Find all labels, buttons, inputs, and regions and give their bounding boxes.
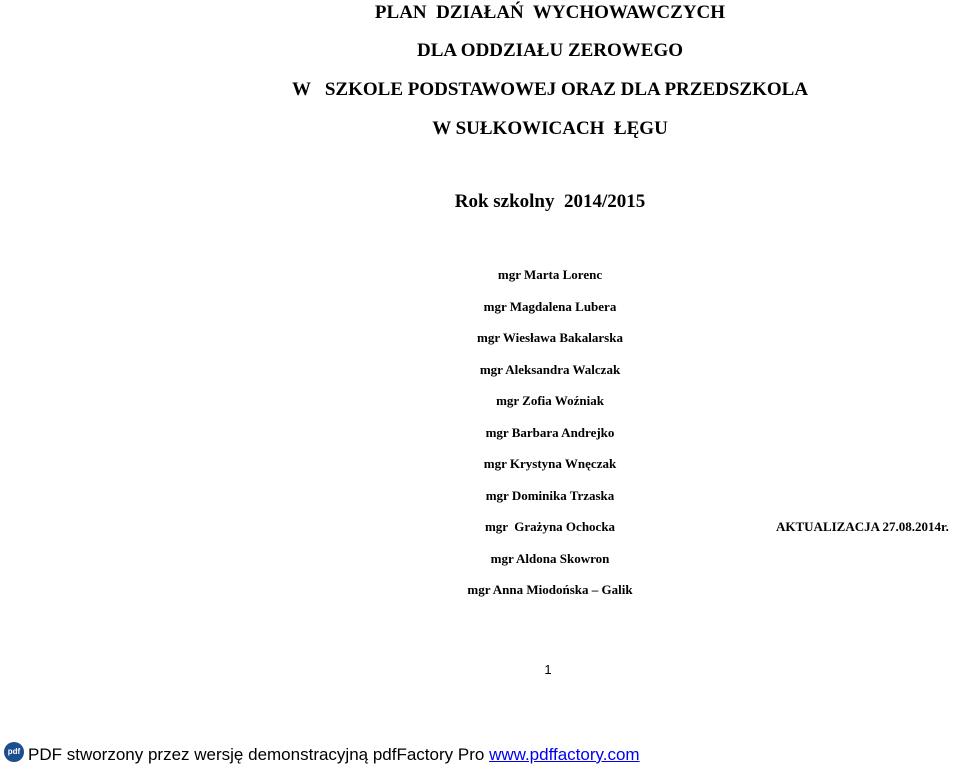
teacher-name: mgr Anna Miodońska – Galik xyxy=(467,582,633,597)
pdf-footer xyxy=(0,740,960,768)
heading-line-1: PLAN DZIAŁAŃ WYCHOWAWCZYCH xyxy=(374,2,726,23)
school-year: Rok szkolny 2014/2015 xyxy=(454,191,646,212)
footer-link[interactable]: www.pdffactory.com xyxy=(489,745,640,764)
teacher-name: mgr Zofia Woźniak xyxy=(496,393,604,408)
pdffactory-logo-icon: pdf xyxy=(4,742,24,762)
teacher-name: mgr Krystyna Wnęczak xyxy=(483,456,617,471)
page-number: 1 xyxy=(544,662,552,677)
teacher-name: mgr Aldona Skowron xyxy=(490,551,610,566)
footer-message: PDF stworzony przez wersję demonstracyjną pdfFactory Pro xyxy=(28,745,490,764)
teacher-name: mgr Magdalena Lubera xyxy=(483,299,617,314)
teacher-name: mgr Barbara Andrejko xyxy=(485,425,615,440)
footer-text xyxy=(28,741,640,769)
heading-line-2: DLA ODDZIAŁU ZEROWEGO xyxy=(416,40,684,61)
teacher-name: mgr Aleksandra Walczak xyxy=(479,362,621,377)
teacher-name: mgr Dominika Trzaska xyxy=(485,488,615,503)
teacher-name: mgr Grażyna Ochocka xyxy=(484,519,616,534)
heading-line-4: W SUŁKOWICACH ŁĘGU xyxy=(432,118,668,139)
teacher-name: mgr Wiesława Bakalarska xyxy=(477,330,623,345)
update-note: AKTUALIZACJA 27.08.2014r. xyxy=(776,519,949,534)
heading-line-3: W SZKOLE PODSTAWOWEJ ORAZ DLA PRZEDSZKOLA xyxy=(291,79,809,100)
teacher-name: mgr Marta Lorenc xyxy=(497,267,603,282)
